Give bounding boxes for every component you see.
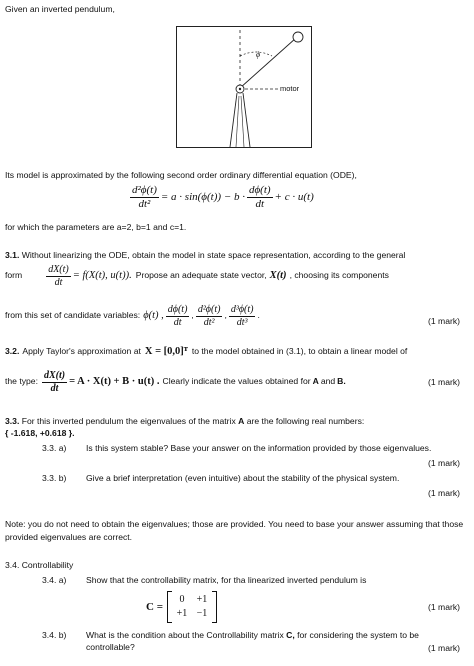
controllability-matrix <box>146 591 217 623</box>
params-text: for which the parameters are a=2, b=1 and c=1. <box>5 222 187 232</box>
q31-cand0: ϕ(t) , <box>143 309 164 321</box>
note-text: Note: you do not need to obtain the eigenvalues; those are provided. You need to base your answer assuming that those provided eigenvalues are correct. <box>5 519 464 543</box>
q32-label: 3.2. <box>5 346 20 357</box>
q33-text1: For this inverted pendulum the eigenvalues of the matrix <box>21 416 236 426</box>
q31-form-den: dt <box>54 276 63 288</box>
q31-mark: (1 mark) <box>428 316 460 326</box>
q31-line3: from this set of candidate variables: ϕ(t) , $\frac{d\phi(t)}{dt}$ , $\frac{\text{d²ϕ(t)}}{\text{dt²}}$ , $\frac{\text{d³ϕ(t)}}{\text{dt³}}$ . <box>5 304 260 328</box>
q34-a-mark: (1 mark) <box>428 602 460 612</box>
ode-rhs-num: dϕ(t) <box>248 184 271 196</box>
q32-point: X = [0,0]ᵀ <box>144 346 188 357</box>
q32-and: and <box>320 376 336 387</box>
motor-label: motor <box>280 84 300 93</box>
c-label: C = <box>146 600 163 613</box>
q32-rhs: = A · X(t) + B · u(t) . <box>69 375 160 387</box>
q32-den: dt <box>50 382 59 394</box>
q33-a-label: 3.3. a) <box>42 443 67 453</box>
q34-b-c: C, <box>286 630 295 640</box>
q33-b-mark: (1 mark) <box>428 488 460 498</box>
q31-cand1-den: dt <box>173 316 182 328</box>
q31-line1 <box>5 250 467 262</box>
q31-text2: Propose an adequate state vector, <box>135 270 267 281</box>
ode-equation <box>128 184 314 210</box>
q31-text3: from this set of candidate variables: <box>5 310 141 321</box>
pendulum-figure <box>176 26 312 148</box>
q31-form-rhs: = f(X(t), u(t)). <box>72 269 132 281</box>
q32-line2 <box>5 370 467 394</box>
ode-rhs-den: dt <box>255 197 265 210</box>
ode-lhs-den: dt² <box>138 197 151 210</box>
q31-cand2-num: d²ϕ(t) <box>197 304 221 315</box>
matrix-cell: 0 <box>179 594 185 605</box>
q32-text1b: to the model obtained in (3.1), to obtain a linear model of <box>191 346 408 357</box>
q31-line2 <box>5 264 467 288</box>
q32-b: B. <box>337 376 346 387</box>
q34-a-label: 3.4. a) <box>42 575 67 585</box>
intro-text: Given an inverted pendulum, <box>5 4 115 14</box>
q32-a: A <box>312 376 319 387</box>
q31-form-word: form <box>5 270 23 281</box>
q33-a-mark: (1 mark) <box>428 458 460 468</box>
ode-lhs-num: d²ϕ(t) <box>132 184 157 196</box>
matrix-cell: −1 <box>196 608 208 619</box>
model-text: Its model is approximated by the following second order ordinary differential equation (ODE), <box>5 170 357 180</box>
q33-text1b: are the following real numbers: <box>246 416 365 426</box>
q32-mark: (1 mark) <box>428 377 460 387</box>
matrix-cell: +1 <box>176 608 188 619</box>
q31-form-num: dX(t) <box>48 264 69 275</box>
q33-eigen: { -1.618, +0.618 }. <box>5 428 75 438</box>
q32-text1a: Apply Taylor's approximation at <box>22 346 141 357</box>
q33-matrix: A <box>238 416 245 426</box>
ode-tail: + c · u(t) <box>274 190 314 203</box>
q33-a-text: Is this system stable? Base your answer on the information provided by those eigenvalues. <box>86 443 432 453</box>
q34-b-text: What is the condition about the Controllability matrix <box>86 630 284 640</box>
q34-b-mark: (1 mark) <box>428 643 460 653</box>
q33-b-text: Give a brief interpretation (even intuitive) about the stability of the physical system. <box>86 473 400 483</box>
q31-cand3-num: d³ϕ(t) <box>230 304 254 315</box>
q31-cand2-den: dt² <box>203 316 215 328</box>
ode-mid: = a · sin(ϕ(t)) − b · <box>160 190 245 203</box>
matrix-cell: +1 <box>196 594 208 605</box>
q32-line1 <box>5 345 467 359</box>
q32-text2: Clearly indicate the values obtained for <box>162 376 311 387</box>
q31-cand1-num: dϕ(t) <box>167 304 188 315</box>
q31-label: 3.1. <box>5 250 20 260</box>
angle-label: ϕ <box>256 50 261 59</box>
q33-label: 3.3. <box>5 416 20 426</box>
q32-type-word: the type: <box>5 376 38 387</box>
q34-a-text: Show that the controllability matrix, for tha linearized inverted pendulum is <box>86 575 367 585</box>
q33-b-label: 3.3. b) <box>42 473 67 483</box>
q34-b-text2: for considering the system to be controllable? <box>86 630 419 652</box>
q31-text1: Without linearizing the ODE, obtain the model in state space representation, according to the general <box>21 250 406 260</box>
q32-num: dX(t) <box>43 370 66 381</box>
q31-cand3-den: dt³ <box>236 316 248 328</box>
q34-b-line1 <box>86 630 456 653</box>
q31-text2b: , choosing its components <box>289 270 389 281</box>
q33-line1 <box>5 416 467 428</box>
q34-title: 3.4. Controllability <box>5 560 74 570</box>
q34-b-label: 3.4. b) <box>42 630 67 640</box>
q31-state: X(t) <box>269 269 287 281</box>
matrix-right-bracket <box>212 591 217 623</box>
